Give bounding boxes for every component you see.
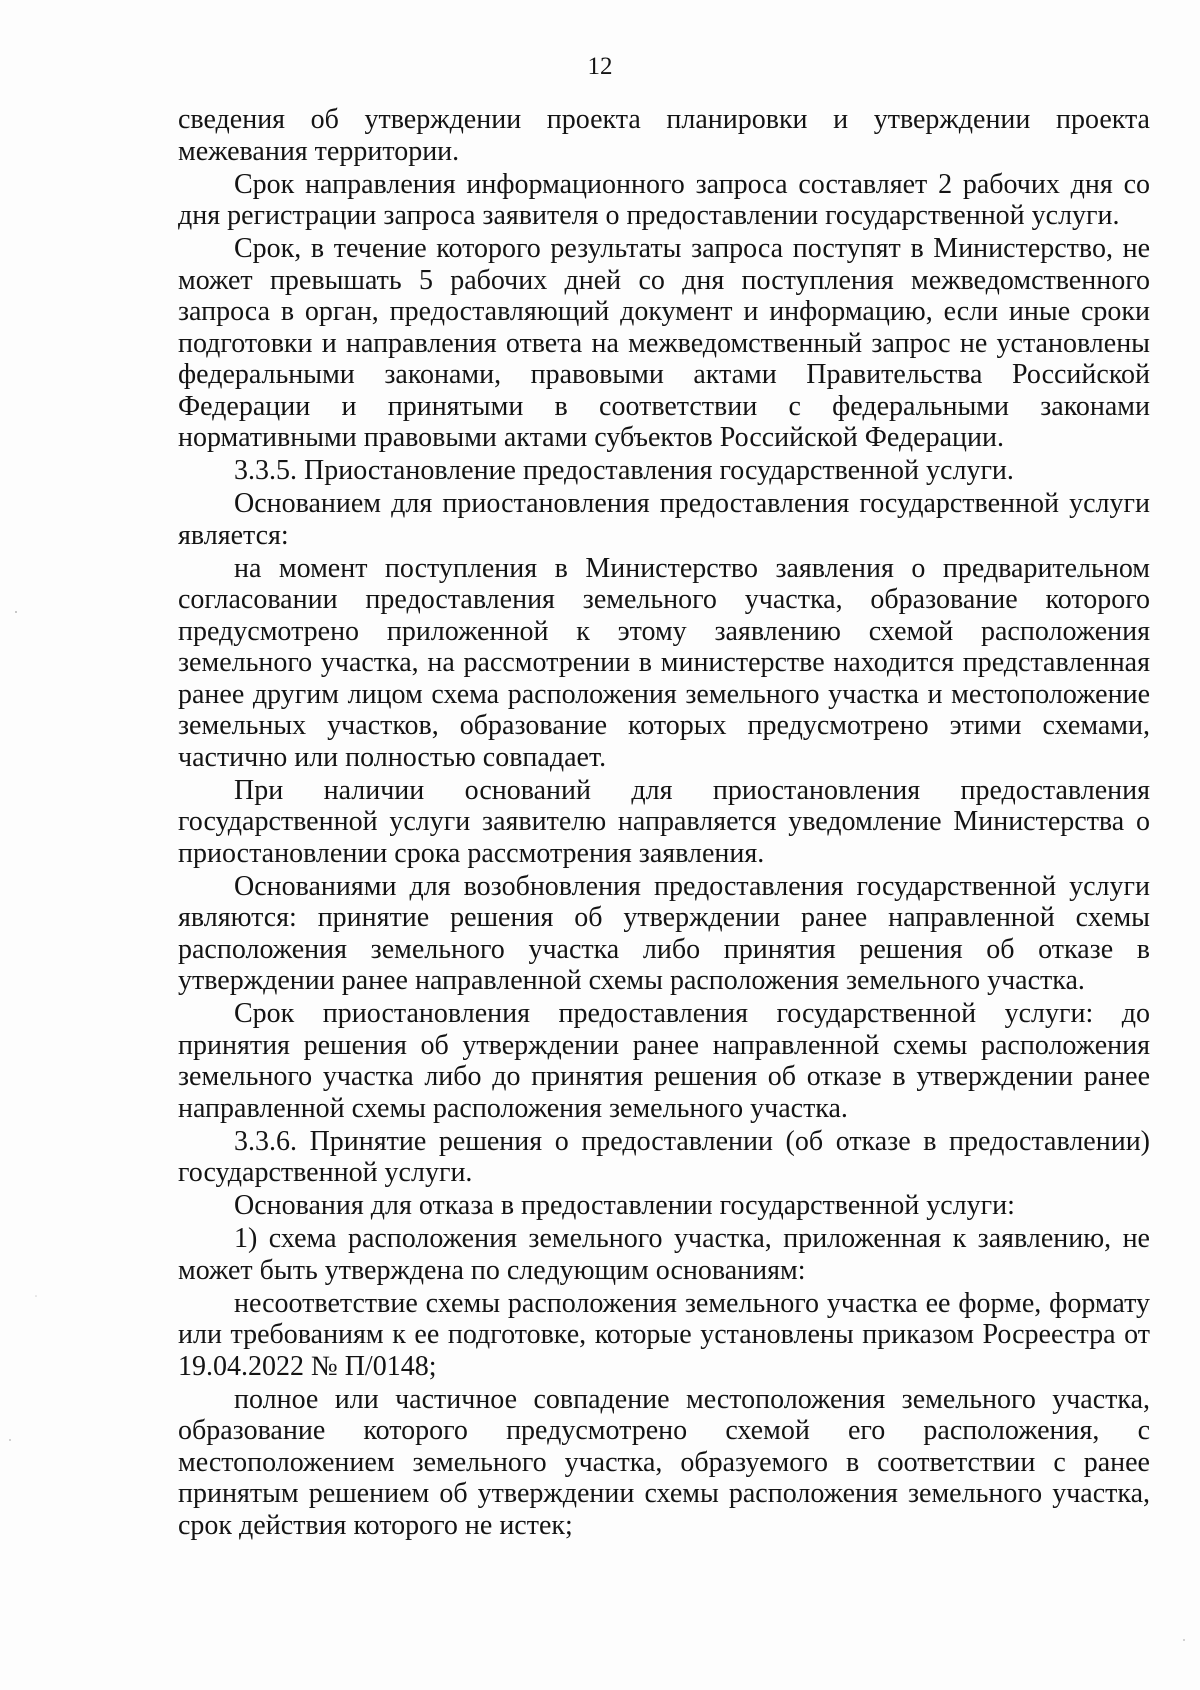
page-number: 12 [587, 53, 613, 80]
paragraph-response-term: Срок, в течение которого результаты запроса поступят в Министерство, не может превышать 5 рабочих дней со дня поступления межведомственного запроса в орган, предоставляющий документ и информацию, если иные сроки подготовки и направления ответа на межведомственный запрос не установлены федеральными законами, правовыми актами Правительства Российской Федерации и принятыми в соответствии с федеральными законами нормативными правовыми актами субъектов Российской Федерации. [178, 233, 1150, 453]
list-item-1: 1) схема расположения земельного участка, приложенная к заявлению, не может быть утверждена по следующим основаниям: [178, 1223, 1150, 1286]
paragraph-suspension-notice: При наличии оснований для приостановления предоставления государственной услуги заявителю направляется уведомление Министерства о приостановлении срока рассмотрения заявления. [178, 774, 1150, 869]
paragraph-resumption-grounds: Основаниями для возобновления предоставления государственной услуги являются: принятие решения об утверждении ранее направленной схемы расположения земельного участка либо принятия решения об отказе в утверждении ранее направленной схемы расположения земельного участка. [178, 870, 1150, 996]
paragraph-suspension-term: Срок приостановления предоставления государственной услуги: до принятия решения об утверждении ранее направленной схемы расположения земельного участка либо до принятия решения об отказе в утверждении ранее направленной схемы расположения земельного участка. [178, 998, 1150, 1124]
document-body [178, 104, 1150, 1543]
section-heading-3-3-6: 3.3.6. Принятие решения о предоставлении (об отказе в предоставлении) государственной услуги. [178, 1125, 1150, 1188]
paragraph-request-term: Срок направления информационного запроса составляет 2 рабочих дня со дня регистрации запроса заявителя о предоставлении государственной услуги. [178, 168, 1150, 231]
paragraph-form-mismatch: несоответствие схемы расположения земельного участка ее форме, формату или требованиям к ее подготовке, которые установлены приказом Росреестра от 19.04.2022 № П/0148; [178, 1287, 1150, 1382]
paragraph-suspension-ground: Основанием для приостановления предоставления государственной услуги является: [178, 488, 1150, 551]
paragraph-suspension-condition: на момент поступления в Министерство заявления о предварительном согласовании предоставления земельного участка, образование которого предусмотрено приложенной к этому заявлению схемой расположения земельного участка, на рассмотрении в министерстве находится представленная ранее другим лицом схема расположения земельного участка и местоположение земельных участков, образование которых предусмотрено этими схемами, частично или полностью совпадает. [178, 552, 1150, 773]
paragraph-location-overlap: полное или частичное совпадение местоположения земельного участка, образование которого предусмотрено схемой его расположения, с местоположением земельного участка, образуемого в соответствии с ранее принятым решением об утверждении схемы расположения земельного участка, срок действия которого не истек; [178, 1383, 1150, 1541]
section-heading-3-3-5: 3.3.5. Приостановление предоставления государственной услуги. [234, 455, 1014, 486]
paragraph-project-planning-info: сведения об утверждении проекта планировки и утверждении проекта межевания территории. [178, 104, 1150, 167]
paragraph-refusal-grounds: Основания для отказа в предоставлении государственной услуги: [234, 1190, 1015, 1221]
